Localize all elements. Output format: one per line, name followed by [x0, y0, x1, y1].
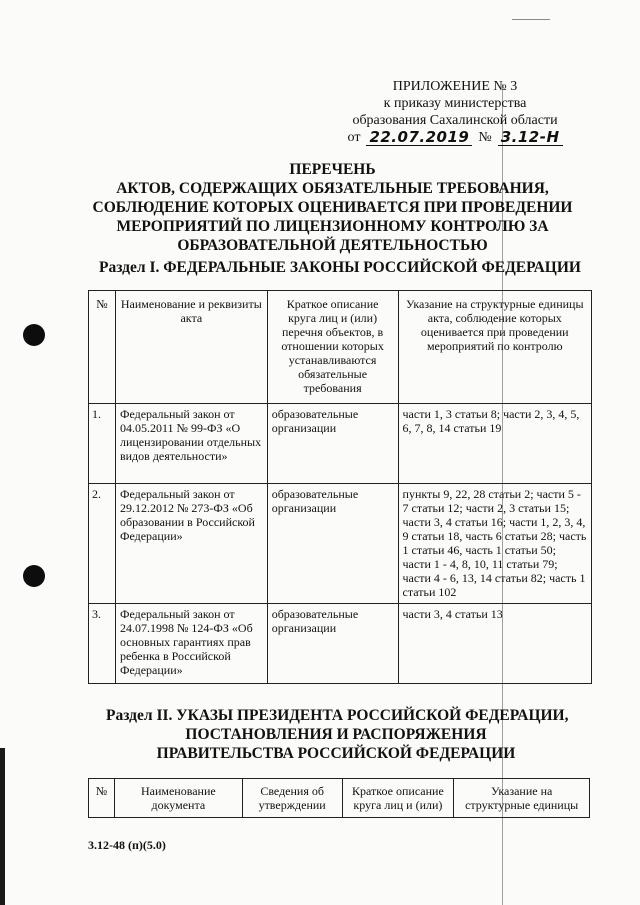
punch-hole-icon — [23, 324, 45, 346]
title-line: ОБРАЗОВАТЕЛЬНОЙ ДЕЯТЕЛЬНОСТЬЮ — [177, 237, 488, 254]
decrees-table — [88, 778, 590, 818]
title-line: МЕРОПРИЯТИЙ ПО ЛИЦЕНЗИОННОМУ КОНТРОЛЮ ЗА — [116, 218, 549, 235]
scan-mark — [512, 19, 550, 20]
column-header: № — [89, 291, 116, 404]
federal-laws-table — [88, 290, 592, 684]
scope-text: образовательные организации — [267, 484, 398, 604]
title-line: ПЕРЕЧЕНЬ — [289, 161, 376, 178]
act-name: Федеральный закон от 04.05.2011 № 99-ФЗ «О лицензировании отдельных видов деятельности» — [115, 404, 267, 484]
appendix-order-ref: к приказу министерства — [383, 96, 527, 111]
appendix-header — [340, 78, 570, 146]
title-line: АКТОВ, СОДЕРЖАЩИХ ОБЯЗАТЕЛЬНЫЕ ТРЕБОВАНИЯ, — [116, 180, 549, 197]
section1-heading: Раздел I. ФЕДЕРАЛЬНЫЕ ЗАКОНЫ РОССИЙСКОЙ ФЕДЕРАЦИИ — [99, 259, 581, 276]
column-header: Указание на структурные единицы — [454, 779, 590, 818]
table-header-row — [89, 779, 590, 818]
column-header: Наименование документа — [114, 779, 242, 818]
structural-units: части 3, 4 статьи 13 — [398, 604, 591, 684]
handwritten-number: 3.12-Н — [498, 129, 563, 146]
column-header: Наименование и реквизиты акта — [115, 291, 267, 404]
footer-code: 3.12-48 (п)(5.0) — [88, 838, 166, 852]
number-label: № — [478, 130, 492, 145]
column-header: Сведения об утверждении — [242, 779, 342, 818]
from-label: от — [347, 130, 361, 145]
column-header: Краткое описание круга лиц и (или) — [342, 779, 454, 818]
column-header: Краткое описание круга лиц и (или) перечня объектов, в отношении которых устанавливаются обязательные требования — [267, 291, 398, 404]
act-name: Федеральный закон от 24.07.1998 № 124-ФЗ «Об основных гарантиях прав ребенка в Российской Федерации» — [115, 604, 267, 684]
title-line: СОБЛЮДЕНИЕ КОТОРЫХ ОЦЕНИВАЕТСЯ ПРИ ПРОВЕДЕНИИ — [92, 199, 573, 216]
appendix-ministry: образования Сахалинской области — [352, 113, 558, 128]
column-header: Указание на структурные единицы акта, соблюдение которых оценивается при проведении мероприятий по контролю — [398, 291, 591, 404]
table-row — [89, 604, 592, 684]
structural-units: части 1, 3 статьи 8; части 2, 3, 4, 5, 6, 7, 8, 14 статьи 19 — [398, 404, 591, 484]
section2-heading-line: ПОСТАНОВЛЕНИЯ И РАСПОРЯЖЕНИЯ — [185, 726, 487, 743]
section2-heading-line: Раздел II. УКАЗЫ ПРЕЗИДЕНТА РОССИЙСКОЙ ФЕДЕРАЦИИ, — [106, 707, 569, 724]
handwritten-date: 22.07.2019 — [366, 129, 472, 146]
scope-text: образовательные организации — [267, 604, 398, 684]
section2-heading-line: ПРАВИТЕЛЬСТВА РОССИЙСКОЙ ФЕДЕРАЦИИ — [156, 745, 516, 762]
appendix-number: ПРИЛОЖЕНИЕ № 3 — [392, 79, 518, 94]
scope-text: образовательные организации — [267, 404, 398, 484]
row-number: 1. — [89, 404, 116, 484]
appendix-date-line — [340, 129, 570, 146]
column-header: № — [89, 779, 115, 818]
row-number: 3. — [89, 604, 116, 684]
table-header-row — [89, 291, 592, 404]
document-title — [60, 160, 605, 255]
scan-edge-shadow — [0, 748, 5, 905]
structural-units: пункты 9, 22, 28 статьи 2; части 5 - 7 статьи 12; части 2, 3 статьи 15; части 3, 4 статьи 16; части 1, 2, 3, 4, 9 статьи 18, часть 6 статьи 28; часть 1 статьи 46, часть 1 статьи 50; части 1 - 4, 8, 10, 11 статьи 79; части 4 - 6, 13, 14 статьи 82; часть 1 статьи 102 — [398, 484, 591, 604]
section2-heading — [106, 706, 569, 763]
table-row — [89, 484, 592, 604]
act-name: Федеральный закон от 29.12.2012 № 273-ФЗ «Об образовании в Российской Федерации» — [115, 484, 267, 604]
table-row — [89, 404, 592, 484]
punch-hole-icon — [23, 565, 45, 587]
row-number: 2. — [89, 484, 116, 604]
